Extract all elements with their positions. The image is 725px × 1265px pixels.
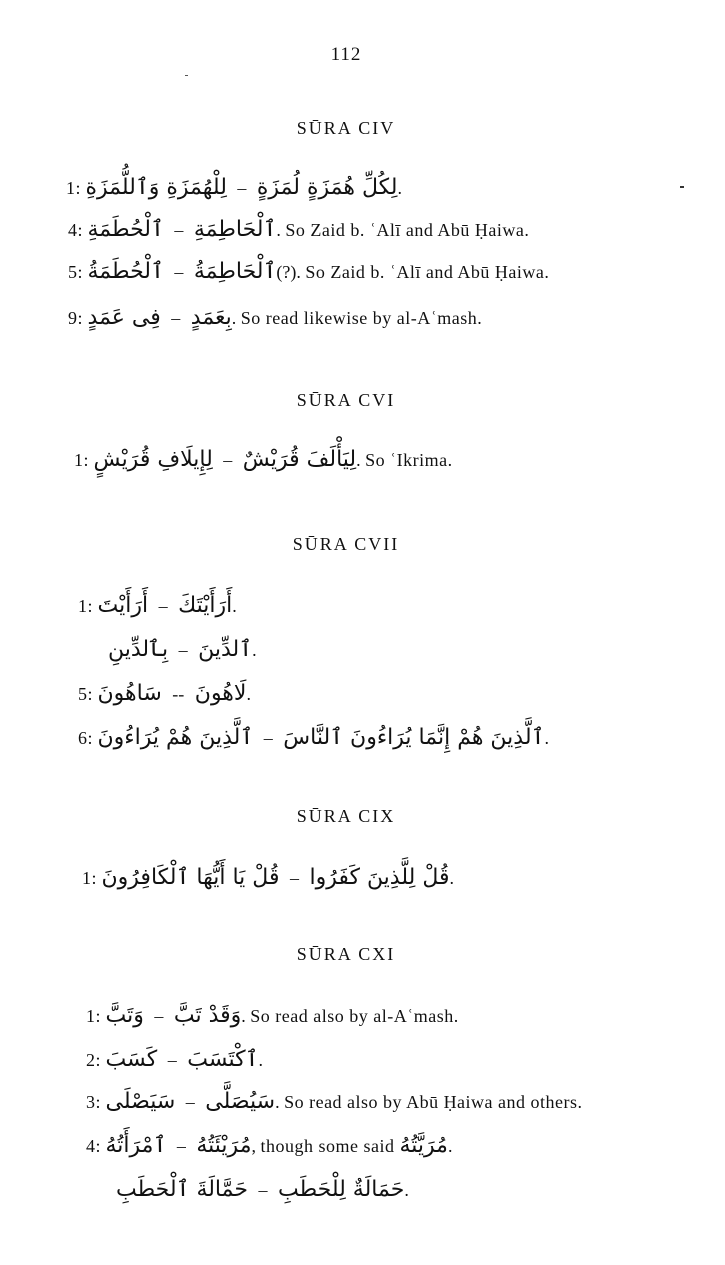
sura-heading: SŪRA CIV bbox=[296, 118, 396, 138]
verse-number: 1: bbox=[66, 178, 82, 198]
verse-number: 5: bbox=[68, 262, 84, 282]
sura-heading: SŪRA CIX bbox=[296, 806, 396, 826]
note-text: . So read likewise by al-Aʿmash. bbox=[231, 308, 483, 328]
dash: – bbox=[176, 1136, 186, 1156]
dash: – bbox=[174, 220, 184, 240]
note-text: . bbox=[397, 178, 402, 198]
note-text: . bbox=[232, 596, 237, 616]
dash: – bbox=[167, 1050, 177, 1070]
verse-number: 1: bbox=[74, 450, 90, 470]
variant-line bbox=[68, 298, 482, 338]
variant-line bbox=[108, 630, 257, 670]
arabic-variant: مُرَيْئَتُهُ bbox=[196, 1133, 252, 1158]
note-text-end: . bbox=[447, 1136, 453, 1156]
arabic-reading: سَيَصْلَى bbox=[105, 1089, 176, 1114]
dash: -- bbox=[172, 684, 185, 704]
arabic-variant: ٱلَّذِينَ هُمْ إِنَّمَا يُرَاءُونَ ٱلنَّاسَ bbox=[283, 725, 545, 750]
dash: – bbox=[223, 450, 233, 470]
arabic-reading: لِلْهُمَزَةِ وَٱللُّمَزَةِ bbox=[85, 175, 227, 200]
arabic-variant: ٱلْحَاطِمَةُ bbox=[193, 259, 277, 284]
note-text: . bbox=[258, 1050, 263, 1070]
verse-number: 1: bbox=[86, 1006, 102, 1026]
arabic-variant: ٱكْتَسَبَ bbox=[187, 1047, 259, 1072]
arabic-reading: بِٱلدِّينِ bbox=[108, 637, 169, 662]
variant-line bbox=[66, 168, 402, 208]
verse-number: 3: bbox=[86, 1092, 102, 1112]
arabic-variant: قُلْ لِلَّذِينَ كَفَرُوا bbox=[309, 865, 450, 890]
dash: – bbox=[154, 1006, 164, 1026]
variant-line bbox=[116, 1170, 409, 1210]
sura-heading: SŪRA CVII bbox=[292, 534, 400, 554]
dash: – bbox=[289, 868, 299, 888]
arabic-reading: ٱلْحُطَمَةِ bbox=[87, 217, 164, 242]
arabic-reading: حَمَّالَةَ ٱلْحَطَبِ bbox=[116, 1177, 248, 1202]
arabic-reading: قُلْ يَا أَيُّهَا ٱلْكَافِرُونَ bbox=[101, 865, 280, 890]
note-text: . bbox=[252, 640, 257, 660]
note-text: . bbox=[544, 728, 549, 748]
dash: – bbox=[178, 640, 188, 660]
variant-line bbox=[68, 210, 529, 250]
arabic-reading: فِى عَمَدٍ bbox=[87, 305, 161, 330]
dash: – bbox=[185, 1092, 195, 1112]
dash: – bbox=[258, 1180, 268, 1200]
arabic-variant: لَاهُونَ bbox=[194, 681, 247, 706]
arabic-reading: لِإِيلَافِ قُرَيْشٍ bbox=[93, 447, 213, 472]
note-text: . So ʿIkrima. bbox=[356, 450, 453, 470]
note-text: . bbox=[449, 868, 455, 888]
variant-line bbox=[78, 674, 251, 714]
variant-line bbox=[86, 1126, 452, 1166]
note-text: . So Zaid b. ʿAlī and Abū Ḥaiwa. bbox=[276, 220, 530, 240]
arabic-variant: لِيَأْلَفَ قُرَيْشٌ bbox=[242, 447, 357, 472]
arabic-variant: ٱلْحَاطِمَةِ bbox=[193, 217, 277, 242]
variant-line bbox=[86, 996, 459, 1036]
arabic-reading: سَاهُونَ bbox=[97, 681, 162, 706]
print-speck bbox=[680, 186, 684, 188]
arabic-alt-reading: مُرَيَّتُهُ bbox=[399, 1133, 448, 1158]
arabic-reading: وَتَبَّ bbox=[105, 1003, 144, 1028]
print-mark bbox=[185, 75, 188, 76]
verse-number: 4: bbox=[68, 220, 84, 240]
variant-line bbox=[86, 1082, 583, 1122]
arabic-variant: أَرَأَيْتَكَ bbox=[178, 593, 233, 618]
verse-number: 2: bbox=[86, 1050, 102, 1070]
variant-line bbox=[82, 858, 454, 898]
variant-line bbox=[86, 1040, 263, 1080]
verse-number: 5: bbox=[78, 684, 94, 704]
note-text: . So read also by Abū Ḥaiwa and others. bbox=[275, 1092, 583, 1112]
arabic-reading: أَرَأَيْتَ bbox=[97, 593, 149, 618]
sura-heading: SŪRA CVI bbox=[296, 390, 396, 410]
dash: – bbox=[158, 596, 168, 616]
verse-number: 9: bbox=[68, 308, 84, 328]
page-number: 112 bbox=[330, 44, 362, 65]
verse-number: 6: bbox=[78, 728, 94, 748]
arabic-variant: بِعَمَدٍ bbox=[190, 305, 232, 330]
verse-number: 4: bbox=[86, 1136, 102, 1156]
variant-line bbox=[68, 252, 549, 292]
arabic-variant: لِكُلِّ هُمَزَةٍ لُمَزَةٍ bbox=[256, 175, 398, 200]
dash: – bbox=[263, 728, 273, 748]
arabic-reading: ٱلْحُطَمَةُ bbox=[87, 259, 164, 284]
note-text: . bbox=[246, 684, 251, 704]
arabic-variant: ٱلدِّينَ bbox=[198, 637, 253, 662]
verse-number: 1: bbox=[82, 868, 98, 888]
dash: – bbox=[174, 262, 184, 282]
arabic-variant: وَقَدْ تَبَّ bbox=[173, 1003, 242, 1028]
arabic-variant: سَيُصَلَّى bbox=[205, 1089, 276, 1114]
arabic-reading: كَسَبَ bbox=[105, 1047, 158, 1072]
variant-line bbox=[78, 718, 549, 758]
variant-line bbox=[78, 586, 237, 626]
dash: – bbox=[171, 308, 181, 328]
dash: – bbox=[237, 178, 247, 198]
note-text: (?). So Zaid b. ʿAlī and Abū Ḥaiwa. bbox=[276, 262, 550, 282]
variant-line bbox=[74, 440, 453, 480]
note-text: . So read also by al-Aʿmash. bbox=[241, 1006, 459, 1026]
note-text: , though some said bbox=[251, 1136, 395, 1156]
sura-heading: SŪRA CXI bbox=[296, 944, 396, 964]
note-text: . bbox=[404, 1180, 409, 1200]
arabic-variant: حَمَالَةٌ لِلْحَطَبِ bbox=[277, 1177, 405, 1202]
arabic-reading: ٱمْرَأَتُهُ bbox=[105, 1133, 167, 1158]
arabic-reading: ٱلَّذِينَ هُمْ يُرَاءُونَ bbox=[97, 725, 254, 750]
verse-number: 1: bbox=[78, 596, 94, 616]
